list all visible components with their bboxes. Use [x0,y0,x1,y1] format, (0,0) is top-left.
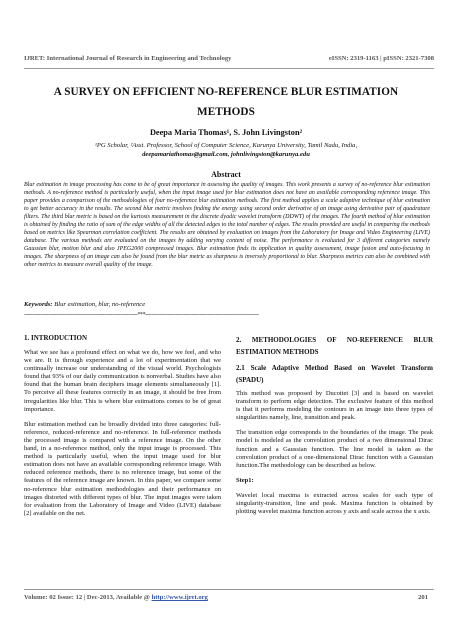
header-rule [24,68,434,69]
right-column [236,334,433,523]
affiliation-block [24,141,428,159]
affiliation: ¹PG Scholar, ²Asst. Professor, School of Computer Science, Karunya University, Tamil Nadu, India, [94,142,358,149]
issn-info: eISSN: 2319-1163 | pISSN: 2321-7308 [328,55,434,62]
step1-text: Wavelet local maxima is extracted across scales for each type of singularity-transition, line and peak. Maxima function is obtained by plotting wavelet maxima function across y axis and scale across the x axis. [236,491,433,516]
step1-heading: Step1: [236,476,254,484]
page-number: 201 [418,594,428,601]
abstract-heading: Abstract [211,170,241,179]
intro-paragraph-2: Blur estimation method can be broadly divided into three categories: full-reference, reduced-reference and no-reference. In full-reference methods the processed image is compared with a reference image. On the other hand, in a no-reference method, only the input image is processed. This method is particularly useful, when the input image used for blur estimation does not have an available corresponding reference image. With reduced reference methods, there is no reference image, but some of the features of the reference image are known. In this paper, we compare some no-reference blur estimation methodologies and their performance on images distorted with different types of blur. The input images were taken for evaluation from the Laboratory of Image and Video (LIVE) database [2] available on the net. [24,420,221,517]
keywords-label: Keywords: [24,301,53,308]
journal-name: IJRET: International Journal of Research in Engineering and Technology [24,55,232,62]
journal-link[interactable]: http://www.ijret.org [151,594,208,601]
spadu-subheading: 2.1 Scale Adaptive Method Based on Wavelet Transform (SPADU) [236,364,433,384]
author-emails: deepamariathomas@gmail.com, johnlivingston@karunya.edu [142,151,310,158]
authors: Deepa Maria Thomas¹, S. John Livingston² [149,128,303,137]
footer-rule [24,589,434,590]
spadu-paragraph-1: This method was proposed by Ducottet [3] and is based on wavelet transform to perform edge detection. The exclusive feature of this method is that it performs modeling the contours in an image into three types of singularities namely, line, transition and peak. [236,390,433,422]
methodologies-heading: 2. METHODOLOGIES OF NO-REFERENCE BLUR ESTIMATION METHODS [236,336,433,356]
journal-header [24,55,434,62]
spadu-paragraph-2: The transition edge corresponds to the boundaries of the image. The peak model is modeled as the convolution product of a two dimensional Dirac function and a Gaussian function. The line model is taken as the convolution product of a one-dimensional Dirac function with a Gaussian function.The methodology can be described as below. [236,429,433,469]
volume-info: Volume: 02 Issue: 12 | Dec-2013, Available @ [24,594,152,601]
section-separator: -----------------------------------------------------------------------***----------------------------------------------------------------------- [24,312,259,318]
keywords-text: Blur estimation, blur, no-reference [52,301,146,308]
introduction-heading: 1. INTRODUCTION [24,334,88,342]
abstract-text: Blur estimation in image processing has come to be of great importance in assessing the quality of images. This work presents a survey of no-reference blur estimation methods. A no-reference method is particularly useful, when the input image used for blur estimation does not have an available corresponding reference image. This paper provides a comparison of the methodologies of four no-reference blur estimation methods. The first method applies a scale adaptive technique of blur estimation to get better accuracy in the results. The second blur metric involves finding the energy using second order derivative of an image using derivative pair of quadrature filters. The third blur metric is based on the kurtosis measurement in the discrete dyadic wavelet transform (DDWT) of the images. The fourth method of blur estimation is obtained by finding the ratio of sum of the edge widths of all the detected edges to the total number of edges. The results provided are useful in comparing the methods based on metrics like Spearman correlation coefficient. The results are obtained by evaluation on images from the Laboratory for Image and Video Engineering (LIVE) database. The various methods are evaluated on the images by adding varying content of noise. The performance is evaluated for 3 different categories namely Gaussian blur, motion blur and also JPEG2000 compressed images. Blur estimation finds its application in quality assessment, image fusion and auto-focusing in images. The sharpness of an image can also be found from the blur metric as sharpness is inversely proportional to blur. Sharpness metrics can also be combined with other metrics to measure overall quality of the image. [24,182,430,269]
keywords [24,301,430,308]
paper-title: A SURVEY ON EFFICIENT NO-REFERENCE BLUR ESTIMATION METHODS [53,86,399,118]
intro-paragraph-1: What we see has a profound effect on what we do, how we feel, and who we are. It is through experience and a lot of experimentation that we continually increase our understanding of the visual world. Psychologists found that 93% of our daily communication is nonverbal. Studies have also found that the human brain deciphers image elements simultaneously [1]. To perceive all these features correctly in an image, it should be free from irregularities like blur. This is where blur estimations comes to be of great importance. [24,349,221,413]
page-footer [24,594,434,601]
left-column [24,334,221,525]
